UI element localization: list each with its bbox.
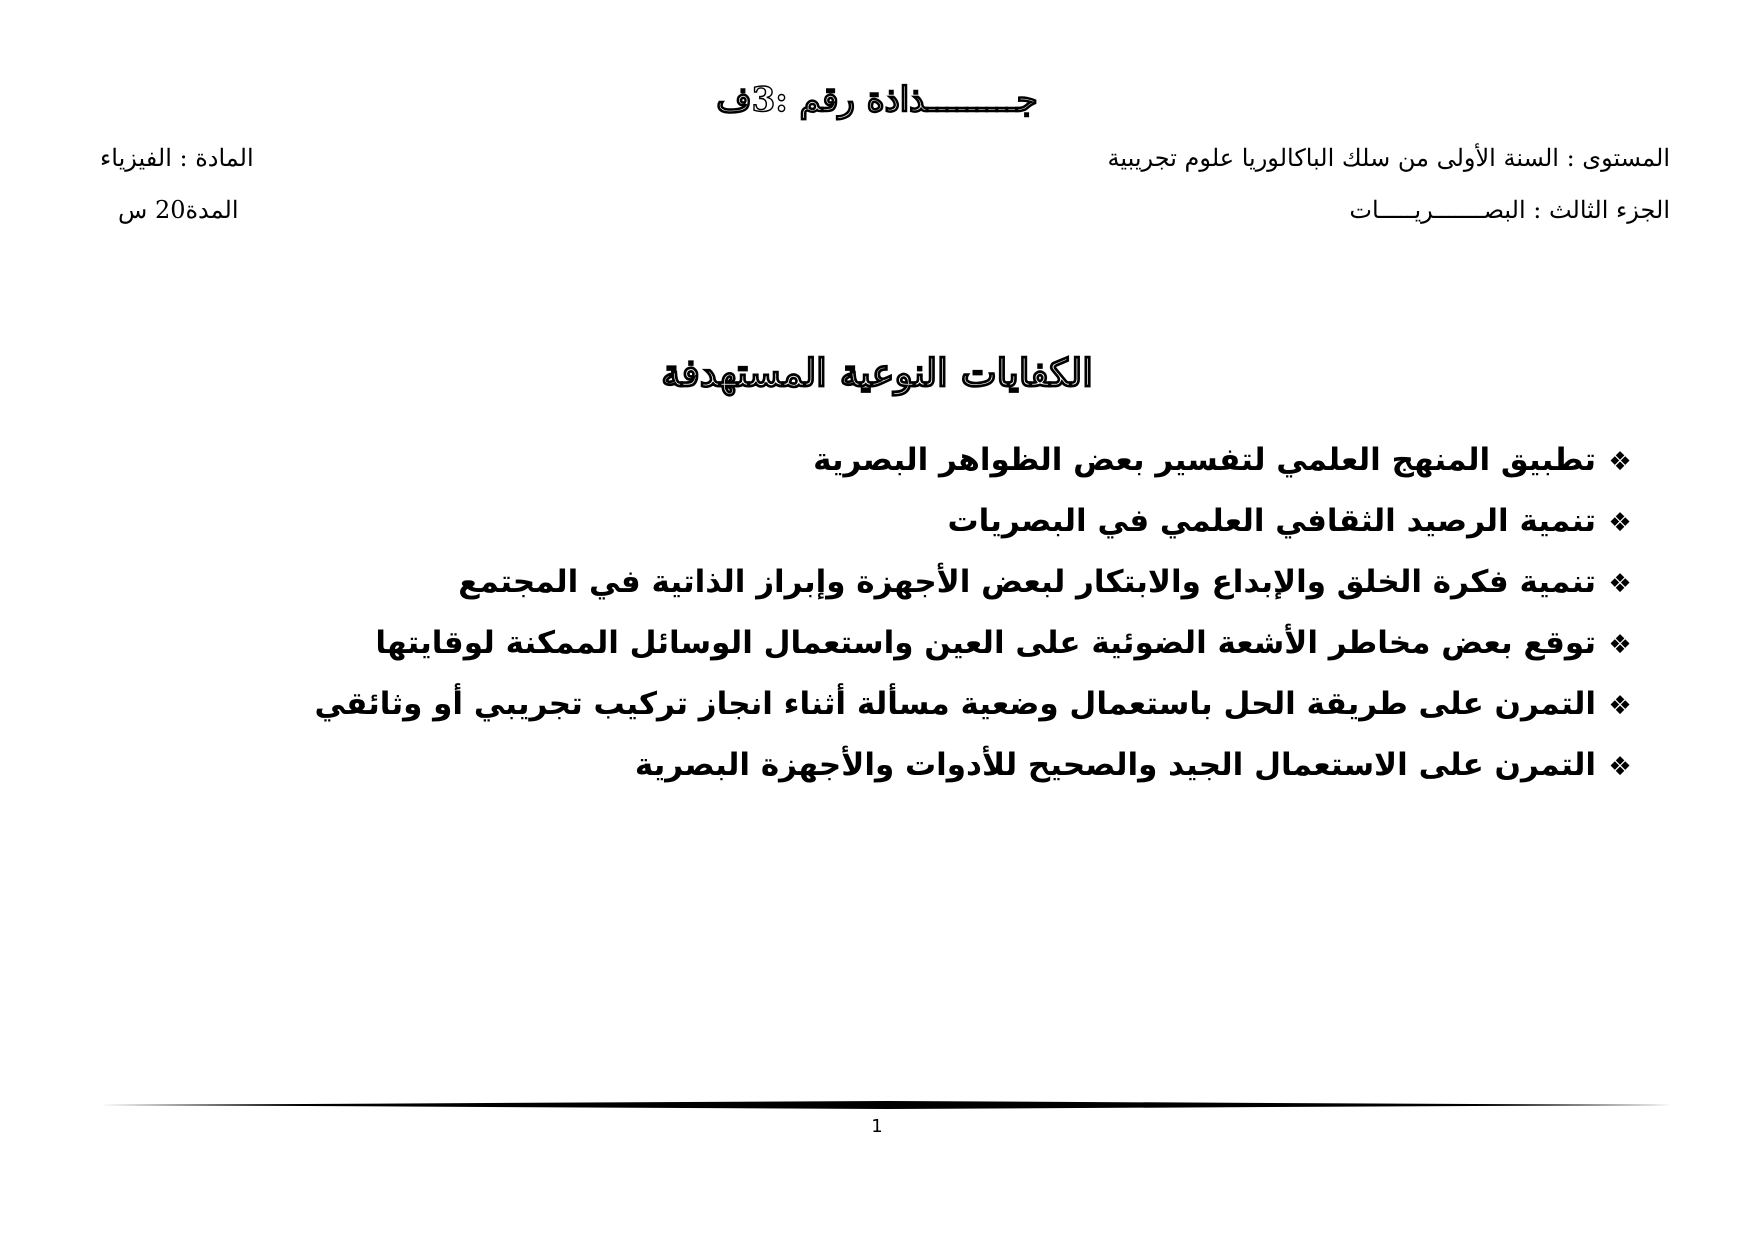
duration-label: المدة20 س	[118, 196, 239, 224]
list-item	[234, 552, 1634, 613]
four-diamond-bullet-icon: ❖	[1608, 691, 1632, 721]
subject-label: المادة : الفيزياء	[100, 144, 254, 172]
list-item-text: تطبيق المنهج العلمي لتفسير بعض الظواهر البصرية	[813, 442, 1596, 478]
list-item	[234, 613, 1634, 674]
page-number: 1	[871, 1116, 883, 1137]
list-item	[234, 735, 1634, 796]
list-item-text: التمرن على طريقة الحل باستعمال وضعية مسألة أثناء انجاز تركيب تجريبي أو وثائقي	[314, 686, 1596, 722]
competencies-heading: الكفايات النوعية المستهدفة	[661, 350, 1093, 395]
list-item	[234, 491, 1634, 552]
list-item	[234, 674, 1634, 735]
list-item-text: تنمية الرصيد الثقافي العلمي في البصريات	[947, 503, 1596, 539]
list-item-text: تنمية فكرة الخلق والإبداع والابتكار لبعض الأجهزة وإبراز الذاتية في المجتمع	[458, 564, 1596, 600]
competencies-list	[234, 430, 1634, 796]
four-diamond-bullet-icon: ❖	[1608, 508, 1632, 538]
document-title: جـــــــــذاذة رقم :3ف	[716, 80, 1038, 120]
four-diamond-bullet-icon: ❖	[1608, 447, 1632, 477]
list-item-text: توقع بعض مخاطر الأشعة الضوئية على العين واستعمال الوسائل الممكنة لوقايتها	[375, 625, 1596, 661]
level-label: المستوى : السنة الأولى من سلك الباكالوريا علوم تجريبية	[1107, 144, 1670, 172]
four-diamond-bullet-icon: ❖	[1608, 752, 1632, 782]
footer-divider	[100, 1100, 1672, 1110]
list-item	[234, 430, 1634, 491]
part-label: الجزء الثالث : البصـــــــريـــــات	[1349, 196, 1670, 224]
list-item-text: التمرن على الاستعمال الجيد والصحيح للأدوات والأجهزة البصرية	[634, 747, 1596, 783]
four-diamond-bullet-icon: ❖	[1608, 569, 1632, 599]
four-diamond-bullet-icon: ❖	[1608, 630, 1632, 660]
